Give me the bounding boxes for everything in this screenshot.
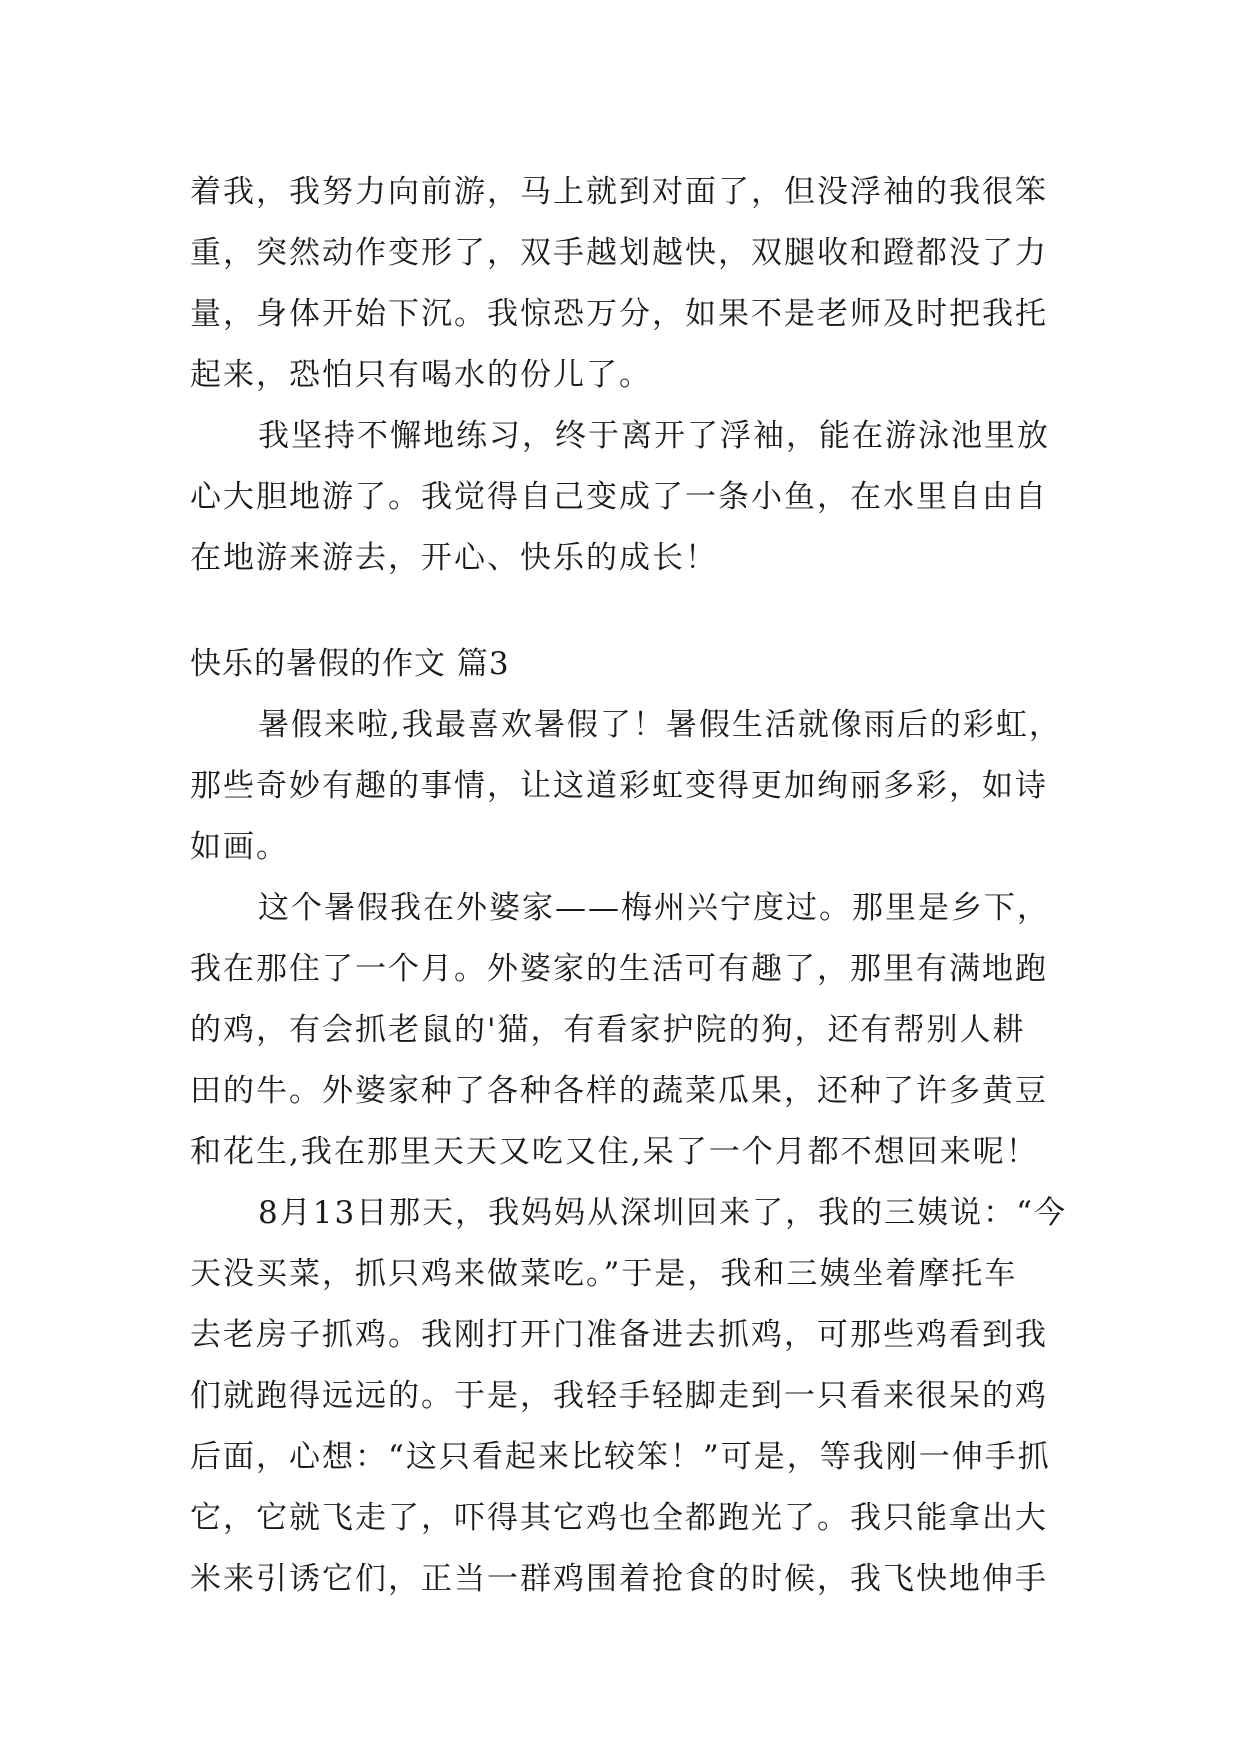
paragraph-1 — [190, 162, 1055, 406]
text-line: 田的牛。外婆家种了各种各样的蔬菜瓜果，还种了许多黄豆 — [190, 1073, 1048, 1109]
paragraph-5 — [190, 1183, 1068, 1610]
paragraph-3 — [190, 695, 1062, 878]
text-line: 如画。 — [190, 829, 289, 865]
text-line: 起来，恐怕只有喝水的份儿了。 — [190, 357, 652, 393]
text-line: 着我，我努力向前游，马上就到对面了，但没浮袖的我很笨 — [190, 174, 1048, 210]
paragraph-2 — [190, 406, 1055, 589]
text-line: 8月13日那天，我妈妈从深圳回来了，我的三姨说：“今 — [258, 1195, 1068, 1231]
text-line: 重，突然动作变形了，双手越划越快，双腿收和蹬都没了力 — [190, 235, 1048, 271]
text-line: 量，身体开始下沉。我惊恐万分，如果不是老师及时把我托 — [190, 296, 1048, 332]
text-line: 暑假来啦,我最喜欢暑假了！暑假生活就像雨后的彩虹， — [258, 707, 1062, 743]
text-line: 这个暑假我在外婆家——梅州兴宁度过。那里是乡下， — [258, 890, 1050, 926]
text-line: 米来引诱它们，正当一群鸡围着抢食的时候，我飞快地伸手 — [190, 1561, 1048, 1597]
text-line: 心大胆地游了。我觉得自己变成了一条小鱼，在水里自由自 — [190, 479, 1048, 515]
paragraph-4 — [190, 878, 1055, 1183]
text-line: 去老房子抓鸡。我刚打开门准备进去抓鸡，可那些鸡看到我 — [190, 1317, 1048, 1353]
text-line: 它，它就飞走了，吓得其它鸡也全都跑光了。我只能拿出大 — [190, 1500, 1048, 1536]
text-line: 后面，心想：“这只看起来比较笨！”可是，等我刚一伸手抓 — [190, 1439, 1051, 1475]
text-line: 在地游来游去，开心、快乐的成长！ — [190, 540, 718, 576]
essay-body — [190, 162, 1068, 1610]
section-heading: 快乐的暑假的作文 篇3 — [190, 646, 510, 682]
text-line: 的鸡，有会抓老鼠的'猫，有看家护院的狗，还有帮别人耕 — [190, 1012, 1026, 1048]
text-line: 那些奇妙有趣的事情，让这道彩虹变得更加绚丽多彩，如诗 — [190, 768, 1048, 804]
text-line: 我坚持不懈地练习，终于离开了浮袖，能在游泳池里放 — [258, 418, 1050, 454]
text-line: 我在那住了一个月。外婆家的生活可有趣了，那里有满地跑 — [190, 951, 1048, 987]
text-line: 和花生,我在那里天天又吃又住,呆了一个月都不想回来呢！ — [190, 1134, 1039, 1170]
text-line: 天没买菜，抓只鸡来做菜吃。”于是，我和三姨坐着摩托车 — [190, 1256, 1018, 1292]
text-line: 们就跑得远远的。于是，我轻手轻脚走到一只看来很呆的鸡 — [190, 1378, 1048, 1414]
